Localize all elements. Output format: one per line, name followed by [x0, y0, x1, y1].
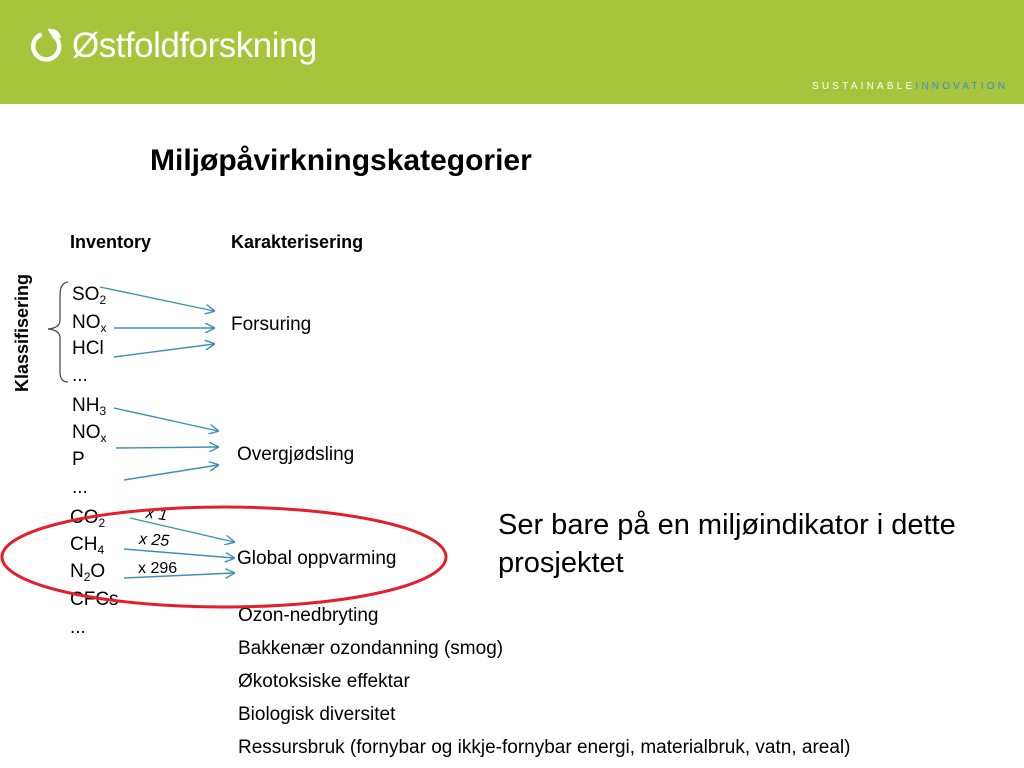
inventory-item-nox — [72, 423, 107, 444]
inventory-item-base: ... — [72, 365, 88, 386]
inventory-item-sub: 4 — [97, 543, 105, 557]
impact-category-item: Ozon-nedbryting — [238, 605, 379, 626]
arrow-so2-forsuring — [100, 287, 214, 311]
project-note: Ser bare på en miljøindikator i dette prosjektet — [498, 509, 956, 579]
inventory-item-ch4 — [70, 535, 104, 556]
arrow-nh3-overgjodsling — [114, 408, 218, 431]
inventory-item-sub: x — [100, 431, 107, 445]
inventory-item-sub: 2 — [98, 516, 106, 530]
inventory-item-base: P — [72, 449, 85, 470]
inventory-item-base: CFCs — [70, 589, 119, 610]
inventory-item-p — [72, 450, 85, 469]
category-acidification: Forsuring — [231, 314, 312, 335]
inventory-item-base: NO — [72, 422, 101, 443]
inventory-item-co2 — [70, 508, 105, 529]
inventory-item-base: ... — [70, 617, 86, 638]
inventory-item-so2 — [72, 285, 106, 306]
arrow-hcl-forsuring — [114, 344, 214, 357]
impact-category-item: Bakkenær ozondanning (smog) — [238, 638, 504, 659]
inventory-item-base: NO — [72, 312, 101, 333]
inventory-item-ellipsis — [72, 366, 88, 385]
brand-name: Østfoldforskning — [72, 26, 317, 65]
inventory-item-sub: x — [100, 321, 107, 335]
factor-n2o: x 296 — [138, 560, 178, 577]
inventory-item-nh3 — [72, 396, 106, 417]
category-global-warming: Global oppvarming — [237, 548, 397, 569]
inventory-item-base: HCl — [72, 338, 104, 359]
impact-category-item: Ressursbruk (fornybar og ikkje-fornybar energi, materialbruk, vatn, areal) — [238, 737, 851, 758]
arrow-ch4-global — [124, 549, 234, 558]
inventory-item-base: ... — [72, 477, 88, 498]
impact-category-item: Økotoksiske effektar — [238, 671, 410, 692]
arrow-nox-overgjodsling — [116, 447, 218, 448]
inventory-item-ellipsis — [70, 618, 86, 637]
characterization-heading: Karakterisering — [231, 232, 364, 252]
inventory-item-base: SO — [72, 284, 100, 305]
inventory-item-n2o — [70, 562, 105, 583]
category-eutrophication: Overgjødsling — [237, 444, 355, 465]
header-banner — [0, 0, 1024, 104]
inventory-item-tail: O — [90, 561, 106, 582]
impact-category-item: Biologisk diversitet — [238, 704, 396, 725]
inventory-item-nox — [72, 313, 107, 334]
inventory-item-base: NH — [72, 395, 100, 416]
inventory-item-sub: 3 — [99, 404, 107, 418]
page-title: Miljøpåvirkningskategorier — [150, 144, 532, 177]
inventory-item-base: CO — [70, 507, 99, 528]
tagline-innovation: INNOVATION — [915, 81, 1009, 92]
tagline-sustainable: SUSTAINABLE — [812, 81, 916, 92]
inventory-item-hcl — [72, 339, 104, 358]
inventory-item-base: CH — [70, 534, 98, 555]
inventory-item-sub: 2 — [83, 570, 91, 584]
inventory-item-ellipsis — [72, 478, 88, 497]
inventory-item-cfcs — [70, 590, 119, 609]
inventory-heading: Inventory — [70, 232, 152, 252]
classification-label: Klassifisering — [12, 273, 32, 393]
inventory-item-sub: 2 — [99, 293, 107, 307]
arrow-p-overgjodsling — [124, 465, 218, 480]
classification-bracket — [48, 282, 68, 382]
inventory-item-base: N — [70, 561, 84, 582]
factor-ch4: x 25 — [138, 530, 170, 551]
tagline — [812, 82, 1008, 92]
refresh-leaf-icon — [28, 26, 64, 66]
factor-co2: x 1 — [144, 504, 169, 525]
